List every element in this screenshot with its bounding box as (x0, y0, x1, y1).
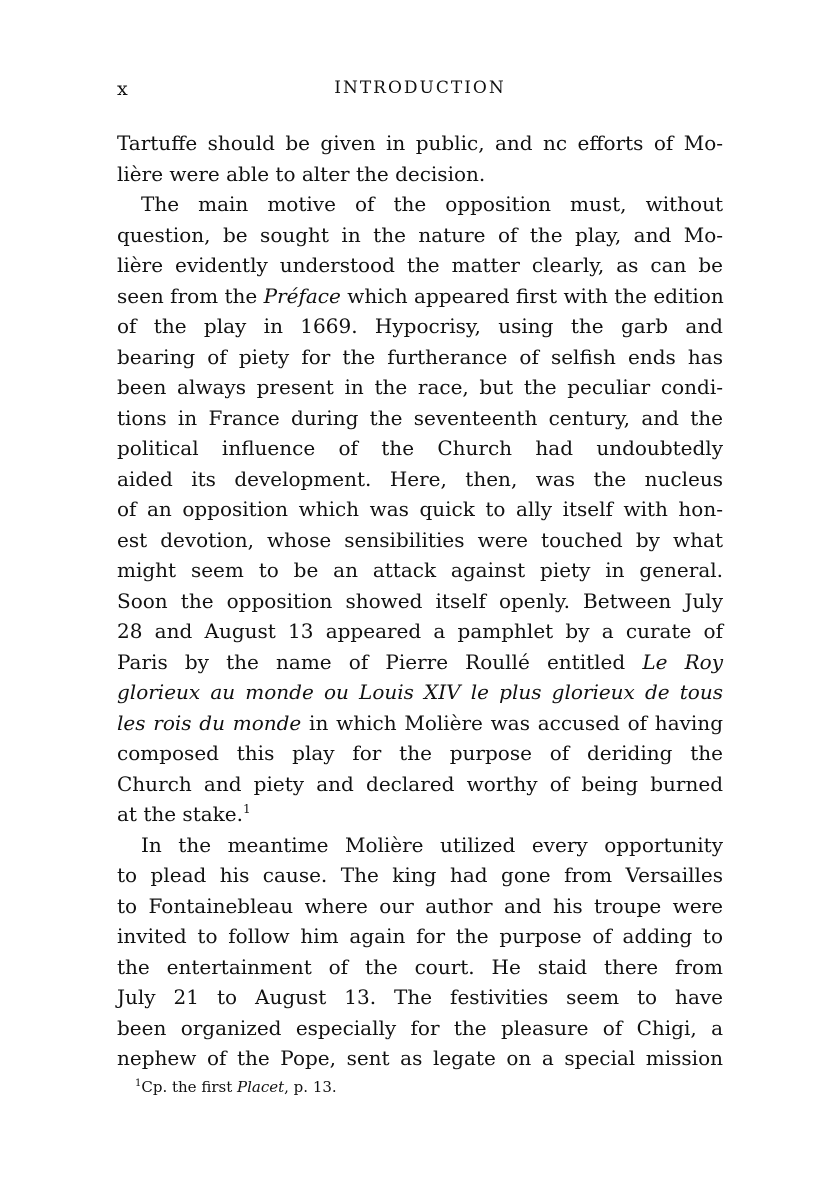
text-line: aided its development. Here, then, was the nucleus (117, 466, 723, 491)
text-line: The main motive of the opposition must, without (141, 192, 723, 216)
text-line: seen from the Préface which appeared first with the edition (117, 283, 724, 308)
text-line: of an opposition which was quick to ally itself with hon- (117, 497, 723, 521)
text-line: composed this play for the purpose of deriding the (117, 741, 723, 765)
italic-title: Le Roy (642, 649, 723, 674)
text-line: In the meantime Molière utilized every opportunity (141, 832, 723, 857)
text-line: nephew of the Pope, sent as legate on a special mission (117, 1046, 723, 1070)
text-line: at the stake.$^1$ (117, 802, 251, 826)
text-line (117, 677, 723, 708)
text-line: been always present in the race, but the peculiar condi- (117, 375, 723, 399)
text-line: les rois du monde in which Molière was accused of having (117, 710, 723, 735)
text-line: bearing of piety for the furtherance of selfish ends has (117, 344, 723, 369)
text-line: lière evidently understood the matter clearly, as can be (117, 253, 723, 277)
italic-title: glorieux au monde ou Louis XIV le plus glorieux de tous (117, 680, 723, 704)
text-line: lière were able to alter the decision. (117, 161, 486, 186)
text-line: to plead his cause. The king had gone from Versailles (117, 863, 723, 887)
text-line: Church and piety and declared worthy of being burned (117, 771, 723, 796)
text-line: of the play in 1669. Hypocrisy, using the garb and (117, 314, 723, 338)
page-header (117, 78, 723, 102)
text-line: July 21 to August 13. The festivities seem to have (117, 985, 723, 1009)
page-number: x (117, 78, 128, 100)
text-line: tions in France during the seventeenth century, and the (117, 405, 723, 430)
text-line: Soon the opposition showed itself openly. Between July (117, 588, 723, 613)
italic-title: Préface (263, 283, 341, 308)
footnote: $^1$Cp. the first Placet, p. 13. (135, 1078, 337, 1096)
running-title: INTRODUCTION (334, 78, 506, 98)
text-line: might seem to be an attack against piety in general. (117, 558, 723, 582)
text-line: Paris by the name of Pierre Roullé entitled Le Roy (117, 649, 723, 674)
italic-title: les rois du monde (117, 710, 302, 735)
text-line: political influence of the Church had undoubtedly (117, 436, 723, 460)
text-line: to Fontainebleau where our author and his troupe were (117, 893, 723, 918)
text-line: been organized especially for the pleasure of Chigi, a (117, 1015, 723, 1040)
text-line: invited to follow him again for the purpose of adding to (117, 924, 723, 948)
footnote-marker: 1 (242, 802, 251, 816)
footnote-number: 1 (135, 1078, 142, 1089)
text-line: est devotion, whose sensibilities were touched by what (117, 527, 723, 552)
text-line: the entertainment of the court. He staid there from (117, 954, 723, 979)
footnote-italic: Placet (237, 1078, 285, 1096)
text-line: question, be sought in the nature of the play, and Mo- (117, 222, 723, 247)
text-line: Tartuffe should be given in public, and nc efforts of Mo- (117, 131, 723, 155)
text-line: 28 and August 13 appeared a pamphlet by a curate of (117, 619, 723, 643)
